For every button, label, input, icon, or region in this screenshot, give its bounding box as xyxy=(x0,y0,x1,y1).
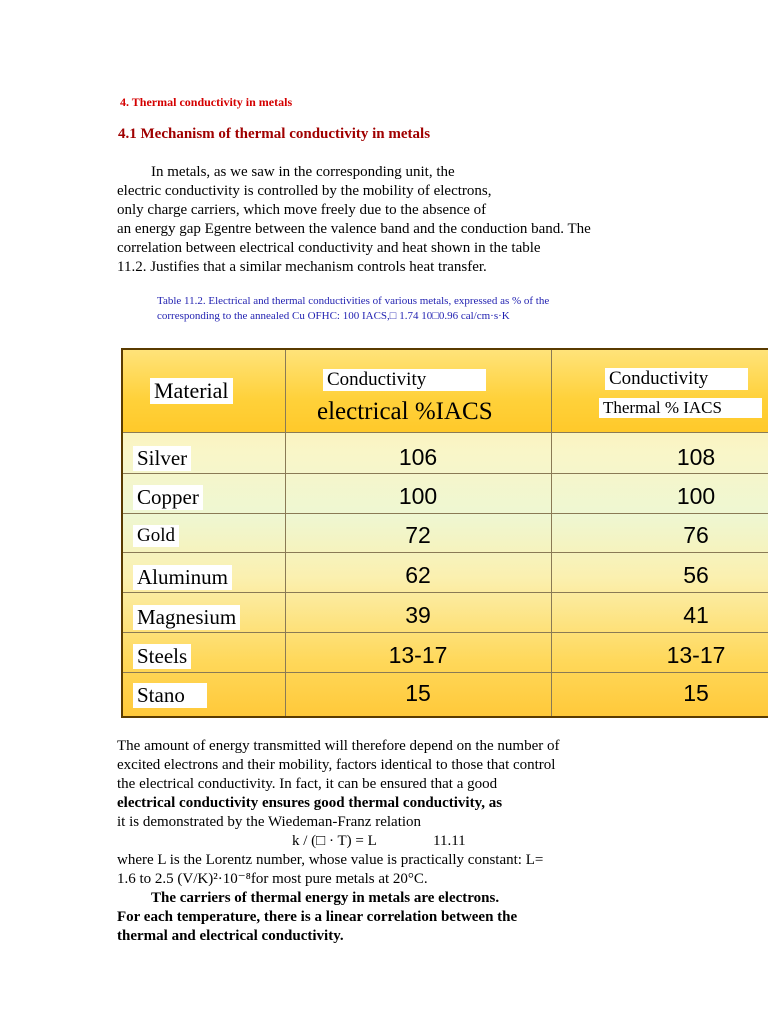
material-cell: Steels xyxy=(133,644,191,669)
conductivity-table xyxy=(121,348,768,718)
caption-line: corresponding to the annealed Cu OFHC: 100 IACS,□ 1.74 10□0.96 cal/cm·s·K xyxy=(157,310,510,322)
thermal-value: 41 xyxy=(683,602,709,628)
body-line: excited electrons and their mobility, factors identical to those that control xyxy=(117,757,556,773)
material-cell: Silver xyxy=(133,446,191,471)
body-paragraph xyxy=(117,737,717,946)
electrical-value: 39 xyxy=(405,602,431,628)
intro-line: In metals, as we saw in the corresponding unit, the xyxy=(151,164,455,180)
header-material: Material xyxy=(150,378,233,404)
row-divider xyxy=(123,552,768,553)
intro-line: electric conductivity is controlled by the mobility of electrons, xyxy=(117,183,492,199)
thermal-value: 56 xyxy=(683,562,709,588)
subsection-heading: 4.1 Mechanism of thermal conductivity in metals xyxy=(118,126,431,142)
row-divider xyxy=(123,592,768,593)
thermal-value: 108 xyxy=(676,444,716,470)
body-line: it is demonstrated by the Wiedeman-Franz relation xyxy=(117,814,422,830)
thermal-value: 100 xyxy=(676,483,716,509)
intro-paragraph xyxy=(117,163,677,277)
intro-line: an energy gap Egentre between the valence band and the conduction band. The xyxy=(117,221,591,237)
material-cell: Stano xyxy=(133,683,207,708)
bold-line: electrical conductivity ensures good thermal conductivity, as xyxy=(117,795,503,811)
electrical-value: 62 xyxy=(405,562,431,588)
body-line: where L is the Lorentz number, whose value is practically constant: L= xyxy=(117,852,544,868)
header-electrical-bottom: electrical %IACS xyxy=(317,398,493,425)
table-caption xyxy=(157,294,549,324)
electrical-value: 13-17 xyxy=(388,642,448,668)
conclusion-line: For each temperature, there is a linear correlation between the xyxy=(117,909,518,925)
caption-line: Table 11.2. Electrical and thermal conductivities of various metals, expressed as % of the xyxy=(157,295,550,307)
intro-line: correlation between electrical conductivity and heat shown in the table xyxy=(117,240,541,256)
thermal-value: 13-17 xyxy=(666,642,726,668)
row-divider xyxy=(123,432,768,433)
conclusion-line: thermal and electrical conductivity. xyxy=(117,928,344,944)
body-line: 1.6 to 2.5 (V/K)²·10⁻⁸for most pure metals at 20°C. xyxy=(117,871,428,887)
body-line: the electrical conductivity. In fact, it can be ensured that a good xyxy=(117,776,498,792)
material-cell: Gold xyxy=(133,525,179,547)
section-heading: 4. Thermal conductivity in metals xyxy=(120,95,293,109)
row-divider xyxy=(123,672,768,673)
header-thermal-top: Conductivity xyxy=(605,368,748,390)
equation-row xyxy=(117,832,717,851)
thermal-value: 76 xyxy=(683,522,709,548)
body-line: The amount of energy transmitted will therefore depend on the number of xyxy=(117,738,560,754)
electrical-value: 106 xyxy=(398,444,438,470)
equation-number: 11.11 xyxy=(433,833,466,849)
electrical-value: 100 xyxy=(398,483,438,509)
equation: k / (□ · T) = L xyxy=(292,833,377,849)
electrical-value: 15 xyxy=(405,680,431,706)
material-cell: Aluminum xyxy=(133,565,232,590)
row-divider xyxy=(123,632,768,633)
intro-line: only charge carriers, which move freely due to the absence of xyxy=(117,202,487,218)
row-divider xyxy=(123,473,768,474)
material-cell: Magnesium xyxy=(133,605,240,630)
electrical-value: 72 xyxy=(405,522,431,548)
header-thermal-bottom: Thermal % IACS xyxy=(599,398,762,418)
row-divider xyxy=(123,513,768,514)
conclusion-line: The carriers of thermal energy in metals are electrons. xyxy=(151,890,500,906)
thermal-value: 15 xyxy=(683,680,709,706)
header-electrical-top: Conductivity xyxy=(323,369,486,391)
intro-line: 11.2. Justifies that a similar mechanism controls heat transfer. xyxy=(117,259,487,275)
material-cell: Copper xyxy=(133,485,203,510)
